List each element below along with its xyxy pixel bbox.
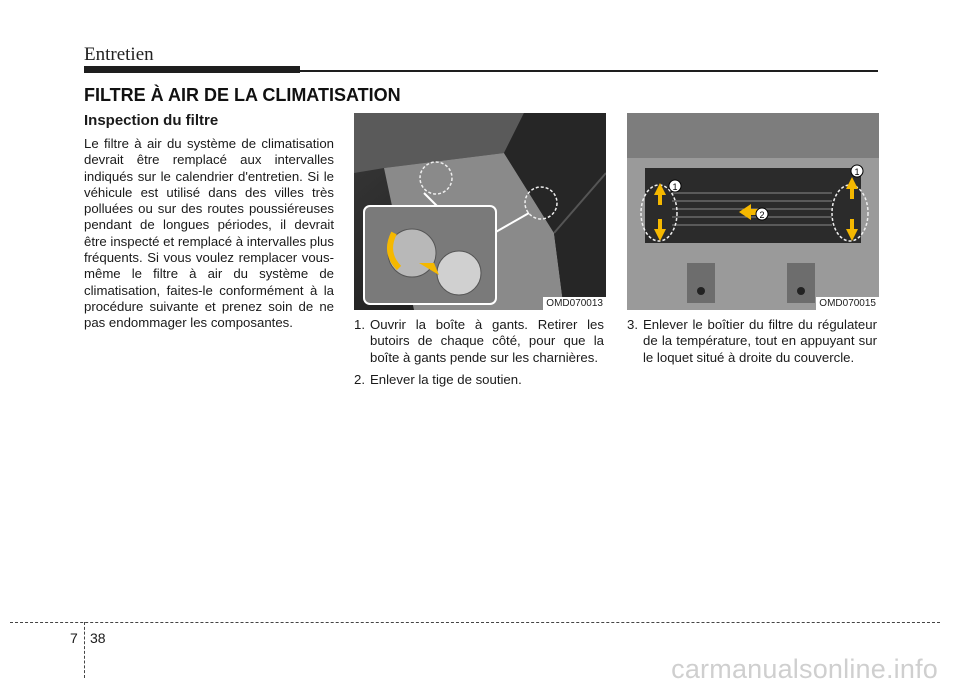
footer-rule xyxy=(10,622,940,623)
step-text: Enlever le boîtier du filtre du régulateur de la température, tout en appuyant sur le loquet situé à droite du couvercle. xyxy=(643,317,877,365)
header-rule xyxy=(300,70,878,72)
filter-housing-illustration xyxy=(627,113,879,310)
section-title: FILTRE À AIR DE LA CLIMATISATION xyxy=(84,85,401,105)
step-text: Enlever la tige de soutien. xyxy=(370,371,522,387)
figure-code: OMD070015 xyxy=(816,297,879,310)
header-title: Entretien xyxy=(84,44,154,65)
figure-code: OMD070013 xyxy=(543,297,606,310)
step-item xyxy=(627,317,877,366)
glovebox-illustration xyxy=(354,113,606,310)
page-number: 38 xyxy=(90,630,106,646)
step-number: 3. xyxy=(627,317,638,332)
inspection-title: Inspection du filtre xyxy=(84,112,219,129)
step-text: Ouvrir la boîte à gants. Retirer les butoirs de chaque côté, pour que la boîte à gants pende sur les charnières. xyxy=(370,317,604,365)
footer-divider xyxy=(84,622,85,678)
step-item xyxy=(354,372,604,388)
callout-2: 2 xyxy=(759,210,765,220)
header-bar xyxy=(84,66,300,73)
step-number: 2. xyxy=(354,371,365,387)
callout-1-left: 1 xyxy=(672,182,678,192)
steps-column-3 xyxy=(627,317,877,372)
inspection-body: Le filtre à air du système de climatisation devrait être remplacé aux intervalles indiqués sur le calendrier d'entretien. Si le véhicule est utilisé dans des villes très polluées ou sur des routes poussiéreuses pendant de longues périodes, il devrait être inspecté et remplacé à intervalles plus fréquents. Si vous voulez remplacer vous-même le filtre à air du système de climatisation, faites-le conformément à la procédure suivante et prenez soin de ne pas endommager les composantes. xyxy=(84,136,334,331)
figure-filter-housing xyxy=(627,113,879,310)
step-item xyxy=(354,317,604,366)
steps-column-2 xyxy=(354,317,604,394)
watermark: carmanualsonline.info xyxy=(671,654,938,684)
callout-1-right: 1 xyxy=(854,167,860,177)
chapter-number: 7 xyxy=(70,630,78,646)
figure-glovebox xyxy=(354,113,606,310)
step-number: 1. xyxy=(354,317,365,332)
